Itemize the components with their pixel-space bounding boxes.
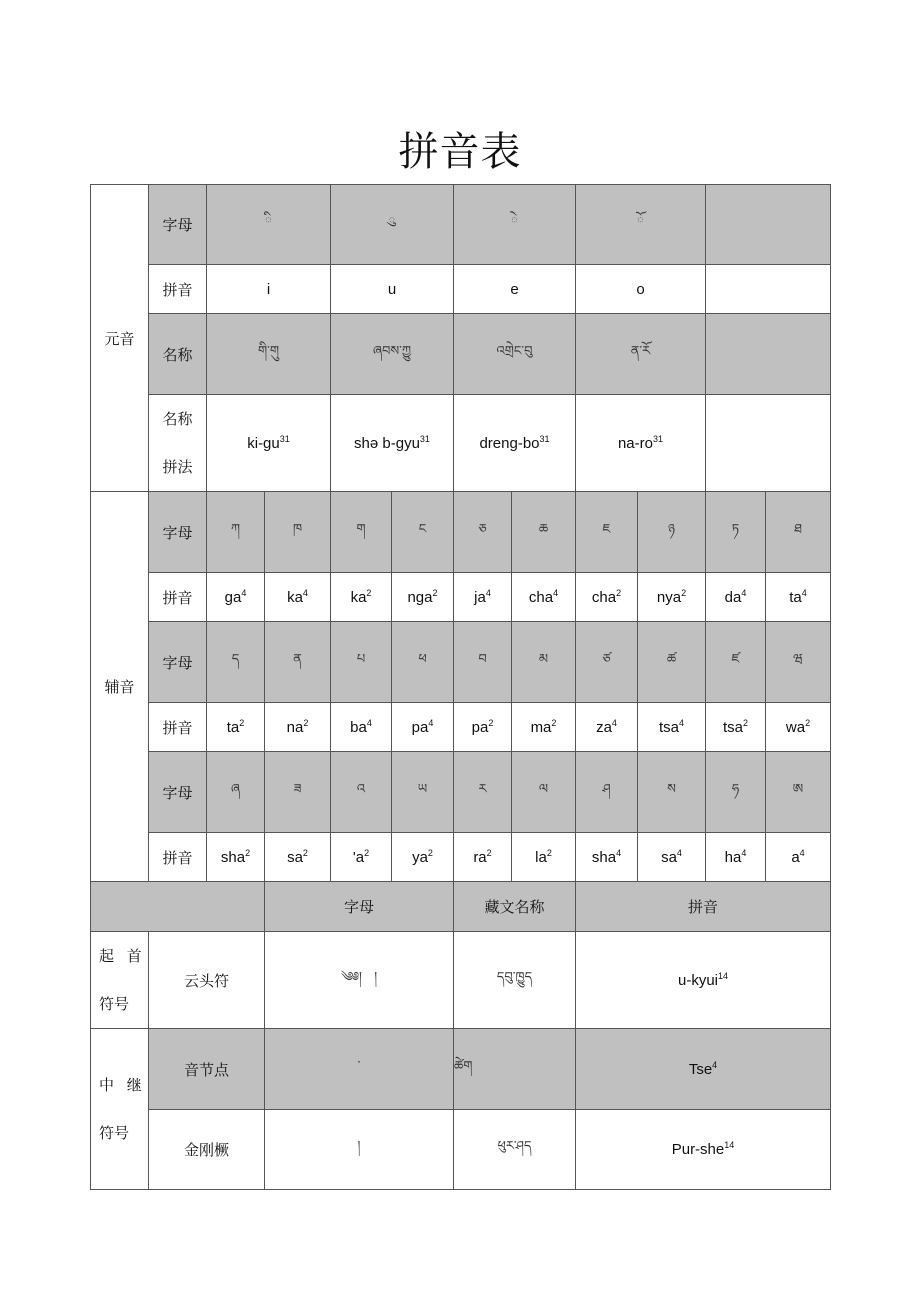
vowel-pinyin: o <box>576 265 706 314</box>
pinyin: a <box>791 848 800 866</box>
vowel-name-row <box>91 314 831 395</box>
row-label: 字母 <box>149 752 207 833</box>
pinyin: 'a <box>352 848 365 866</box>
tone: 14 <box>718 970 729 981</box>
consonant-pinyin <box>638 703 706 752</box>
pinyin: sha <box>591 848 617 866</box>
row-label: 字母 <box>149 622 207 703</box>
label-line: 中 继 <box>99 1076 142 1094</box>
consonant-letter: ཝ <box>766 622 831 703</box>
pinyin: u-kyui <box>677 971 718 989</box>
symbol-pinyin <box>576 1029 831 1110</box>
tone: 4 <box>428 717 434 728</box>
pinyin: da <box>724 588 742 606</box>
vowel-letter: ི <box>207 185 331 265</box>
pinyin: pa <box>471 718 489 736</box>
vowel-name: ཞབས་ཀྱུ <box>331 314 454 395</box>
consonant-pinyin <box>766 833 831 882</box>
consonant-pinyin <box>576 833 638 882</box>
tone: 31 <box>653 433 664 444</box>
consonant-letter: ཡ <box>392 752 454 833</box>
pinyin: nya <box>656 588 682 606</box>
tone: 2 <box>616 587 622 598</box>
consonant-letter: ད <box>207 622 265 703</box>
vowel-name: ན་རོ <box>576 314 706 395</box>
consonant-pinyin <box>331 833 392 882</box>
tone: 31 <box>539 433 550 444</box>
tone: 4 <box>712 1059 718 1070</box>
consonant-pinyin <box>207 573 265 622</box>
consonant-pinyin <box>512 573 576 622</box>
consonant-letter: ཧ <box>706 752 766 833</box>
consonant-letter: ཀ <box>207 492 265 573</box>
pinyin: ga <box>224 588 242 606</box>
pinyin: tsa <box>658 718 679 736</box>
empty-cell <box>706 265 831 314</box>
consonant-pinyin <box>576 573 638 622</box>
header-letter: 字母 <box>265 882 454 932</box>
consonant-pinyin <box>265 703 331 752</box>
consonant-rows <box>91 492 831 882</box>
consonant-pinyin <box>392 833 454 882</box>
pinyin: sha <box>220 848 246 866</box>
tone: 4 <box>611 717 617 728</box>
symbol-tibetan-name: ཕུར་ཤད <box>454 1110 576 1190</box>
symbol-row <box>91 1029 831 1110</box>
consonant-letter: ཇ <box>576 492 638 573</box>
consonant-pinyin <box>454 703 512 752</box>
tone: 31 <box>419 433 430 444</box>
row-label: 字母 <box>149 185 207 265</box>
vowel-pinyin: i <box>207 265 331 314</box>
symbol-row <box>91 1110 831 1190</box>
consonant-letter: མ <box>512 622 576 703</box>
vowel-pinyin: u <box>331 265 454 314</box>
page-title: 拼音表 <box>398 129 522 175</box>
label-line: 名称 <box>162 410 193 428</box>
vowel-letter: ེ <box>454 185 576 265</box>
consonant-pinyin <box>331 573 392 622</box>
tone: 31 <box>279 433 290 444</box>
consonant-pinyin <box>454 573 512 622</box>
consonant-pinyin <box>265 573 331 622</box>
pinyin: cha <box>591 588 617 606</box>
tone: 4 <box>485 587 491 598</box>
consonant-letter: ཙ <box>576 622 638 703</box>
symbol-letter: ། <box>265 1110 454 1190</box>
consonant-pinyin <box>392 703 454 752</box>
pinyin: ka <box>350 588 367 606</box>
consonant-letter: ང <box>392 492 454 573</box>
consonant-pinyin <box>265 833 331 882</box>
section-consonants: 辅音 <box>91 492 149 882</box>
spelling: dreng-bo <box>479 434 540 452</box>
symbol-tibetan-name: དབུ་ཁྱུད <box>454 932 576 1029</box>
pinyin-table <box>90 184 831 1190</box>
row-label: 拼音 <box>149 703 207 752</box>
consonant-pinyin <box>706 703 766 752</box>
tone: 2 <box>366 587 372 598</box>
vowel-letter: ུ <box>331 185 454 265</box>
consonant-letter: ཆ <box>512 492 576 573</box>
consonant-letter: ཁ <box>265 492 331 573</box>
tone: 2 <box>303 717 309 728</box>
tone: 2 <box>239 717 245 728</box>
symbol-letter: ༄༅། ། <box>265 932 454 1029</box>
tone: 2 <box>546 847 552 858</box>
tone: 4 <box>553 587 559 598</box>
empty-cell <box>706 395 831 492</box>
pinyin: ma <box>530 718 552 736</box>
tone: 2 <box>805 717 811 728</box>
consonant-pinyin <box>392 573 454 622</box>
spelling: na-ro <box>617 434 653 452</box>
vowel-pinyin-row <box>91 265 831 314</box>
label-line: 符号 <box>99 995 130 1013</box>
vowel-spelling <box>576 395 706 492</box>
consonant-letter: འ <box>331 752 392 833</box>
symbol-name: 云头符 <box>149 932 265 1029</box>
consonant-pinyin <box>512 703 576 752</box>
consonant-pinyin <box>706 833 766 882</box>
tone: 2 <box>488 717 494 728</box>
consonant-pinyin <box>207 833 265 882</box>
vowel-letter: ོ <box>576 185 706 265</box>
row-label: 拼音 <box>149 573 207 622</box>
pinyin: ja <box>474 588 486 606</box>
group-middle-symbols <box>91 1029 149 1190</box>
group-start-symbols <box>91 932 149 1029</box>
consonant-pinyin <box>638 573 706 622</box>
consonant-pinyin-row <box>91 833 831 882</box>
consonant-letter: ཏ <box>706 492 766 573</box>
tone: 4 <box>676 847 682 858</box>
spelling: ki-gu <box>247 434 280 452</box>
consonant-letter: ར <box>454 752 512 833</box>
pinyin: la <box>535 848 547 866</box>
tone: 4 <box>801 587 807 598</box>
row-label: 拼音 <box>149 265 207 314</box>
vowel-spelling <box>331 395 454 492</box>
empty-cell <box>91 882 265 932</box>
tone: 2 <box>432 587 438 598</box>
tone: 2 <box>681 587 687 598</box>
vowel-spelling-row <box>91 395 831 492</box>
vowel-letter-row <box>91 185 831 265</box>
consonant-pinyin <box>512 833 576 882</box>
consonant-pinyin <box>454 833 512 882</box>
pinyin: ta <box>789 588 802 606</box>
symbol-header-row <box>91 882 831 932</box>
tone: 2 <box>486 847 492 858</box>
consonant-letter: ཚ <box>638 622 706 703</box>
pinyin: ya <box>412 848 428 866</box>
consonant-letter: ག <box>331 492 392 573</box>
consonant-letter-row <box>91 492 831 573</box>
header-pinyin: 拼音 <box>576 882 831 932</box>
consonant-pinyin <box>331 703 392 752</box>
pinyin: Tse <box>688 1060 713 1078</box>
consonant-letter: ཞ <box>207 752 265 833</box>
symbol-letter: ་ <box>265 1029 454 1110</box>
pinyin: tsa <box>722 718 743 736</box>
tone: 4 <box>741 587 747 598</box>
symbol-pinyin <box>576 1110 831 1190</box>
header-tibetan-name: 藏文名称 <box>454 882 576 932</box>
symbol-pinyin <box>576 932 831 1029</box>
tone: 2 <box>245 847 251 858</box>
tone: 4 <box>741 847 747 858</box>
pinyin: ta <box>226 718 240 736</box>
vowel-name: འགྲེང་བུ <box>454 314 576 395</box>
consonant-letter: ཐ <box>766 492 831 573</box>
tone: 2 <box>427 847 433 858</box>
row-label: 名称 <box>149 314 207 395</box>
consonant-pinyin <box>766 573 831 622</box>
consonant-letter: པ <box>331 622 392 703</box>
consonant-pinyin <box>576 703 638 752</box>
row-label <box>149 395 207 492</box>
pinyin: sa <box>661 848 677 866</box>
pinyin: za <box>596 718 612 736</box>
pinyin: sa <box>287 848 303 866</box>
consonant-letter: ཟ <box>265 752 331 833</box>
tone: 4 <box>679 717 685 728</box>
consonant-letter-row <box>91 752 831 833</box>
consonant-pinyin <box>207 703 265 752</box>
pinyin: ka <box>287 588 303 606</box>
consonant-letter-row <box>91 622 831 703</box>
consonant-letter: ཅ <box>454 492 512 573</box>
pinyin: wa <box>785 718 806 736</box>
spelling: shə b-gyu <box>354 434 420 452</box>
pinyin: nga <box>407 588 433 606</box>
symbol-name: 金刚橛 <box>149 1110 265 1190</box>
empty-cell <box>706 314 831 395</box>
tone: 2 <box>743 717 749 728</box>
vowel-name: གི་གུ <box>207 314 331 395</box>
consonant-pinyin <box>766 703 831 752</box>
consonant-pinyin <box>706 573 766 622</box>
label-line: 拼法 <box>162 458 193 476</box>
consonant-letter: ན <box>265 622 331 703</box>
consonant-letter: ཕ <box>392 622 454 703</box>
vowel-pinyin: e <box>454 265 576 314</box>
tone: 4 <box>616 847 622 858</box>
pinyin: ra <box>473 848 487 866</box>
tone: 4 <box>302 587 308 598</box>
pinyin: na <box>286 718 304 736</box>
consonant-letter: ལ <box>512 752 576 833</box>
pinyin: pa <box>411 718 429 736</box>
pinyin: ba <box>350 718 367 736</box>
consonant-pinyin-row <box>91 703 831 752</box>
tone: 4 <box>799 847 805 858</box>
tone: 2 <box>551 717 557 728</box>
symbol-row <box>91 932 831 1029</box>
tone: 2 <box>302 847 308 858</box>
consonant-letter: ཤ <box>576 752 638 833</box>
label-line: 起 首 <box>99 947 142 965</box>
row-label: 拼音 <box>149 833 207 882</box>
row-label: 字母 <box>149 492 207 573</box>
pinyin: Pur-she <box>671 1141 725 1158</box>
tone: 14 <box>724 1140 735 1150</box>
consonant-letter: ཛ <box>706 622 766 703</box>
consonant-pinyin-row <box>91 573 831 622</box>
tone: 2 <box>364 847 370 858</box>
consonant-pinyin <box>638 833 706 882</box>
empty-cell <box>706 185 831 265</box>
pinyin: ha <box>724 848 742 866</box>
tone: 4 <box>241 587 247 598</box>
label-line: 符号 <box>99 1124 130 1142</box>
consonant-letter: ཉ <box>638 492 706 573</box>
symbol-tibetan-name: ཚེག <box>454 1029 576 1110</box>
vowel-spelling <box>207 395 331 492</box>
pinyin: cha <box>528 588 554 606</box>
section-vowels: 元音 <box>91 185 149 492</box>
consonant-letter: བ <box>454 622 512 703</box>
consonant-letter: ས <box>638 752 706 833</box>
vowel-spelling <box>454 395 576 492</box>
consonant-letter: ཨ <box>766 752 831 833</box>
symbol-name: 音节点 <box>149 1029 265 1110</box>
tone: 4 <box>366 717 372 728</box>
